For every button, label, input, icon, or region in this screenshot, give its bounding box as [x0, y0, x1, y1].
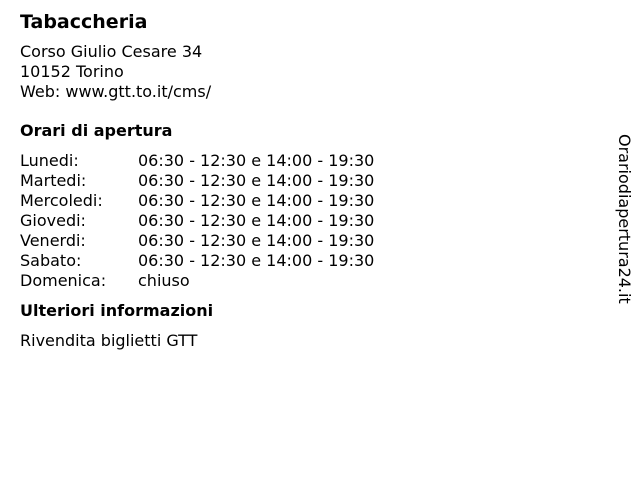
additional-info-text: Rivendita biglietti GTT [20, 331, 198, 350]
website-link[interactable]: Web: www.gtt.to.it/cms/ [20, 82, 212, 101]
hours-row-tuesday [20, 171, 580, 191]
day-label: Martedi: [20, 171, 87, 190]
hours-row-wednesday [20, 191, 580, 211]
time-range: 06:30 - 12:30 e 14:00 - 19:30 [138, 151, 375, 170]
day-label: Sabato: [20, 251, 82, 270]
hours-row-monday [20, 151, 580, 171]
brand-watermark-text: Orariodiapertura24.it [615, 134, 634, 304]
time-range: 06:30 - 12:30 e 14:00 - 19:30 [138, 211, 375, 230]
day-label: Lunedi: [20, 151, 79, 170]
additional-info-heading: Ulteriori informazioni [20, 301, 214, 320]
hours-row-thursday [20, 211, 580, 231]
hours-row-saturday [20, 251, 580, 271]
address-city: 10152 Torino [20, 62, 124, 81]
day-label: Venerdi: [20, 231, 86, 250]
time-range: 06:30 - 12:30 e 14:00 - 19:30 [138, 171, 375, 190]
time-range: chiuso [138, 271, 190, 290]
store-name: Tabaccheria [20, 11, 148, 33]
hours-row-sunday [20, 271, 580, 291]
brand-watermark [612, 134, 636, 306]
time-range: 06:30 - 12:30 e 14:00 - 19:30 [138, 191, 375, 210]
opening-hours-heading: Orari di apertura [20, 121, 173, 140]
time-range: 06:30 - 12:30 e 14:00 - 19:30 [138, 251, 375, 270]
store-info-panel [20, 10, 580, 351]
day-label: Mercoledi: [20, 191, 103, 210]
day-label: Giovedi: [20, 211, 86, 230]
hours-row-friday [20, 231, 580, 251]
day-label: Domenica: [20, 271, 107, 290]
time-range: 06:30 - 12:30 e 14:00 - 19:30 [138, 231, 375, 250]
address-street: Corso Giulio Cesare 34 [20, 42, 203, 61]
opening-hours-table [20, 151, 580, 291]
